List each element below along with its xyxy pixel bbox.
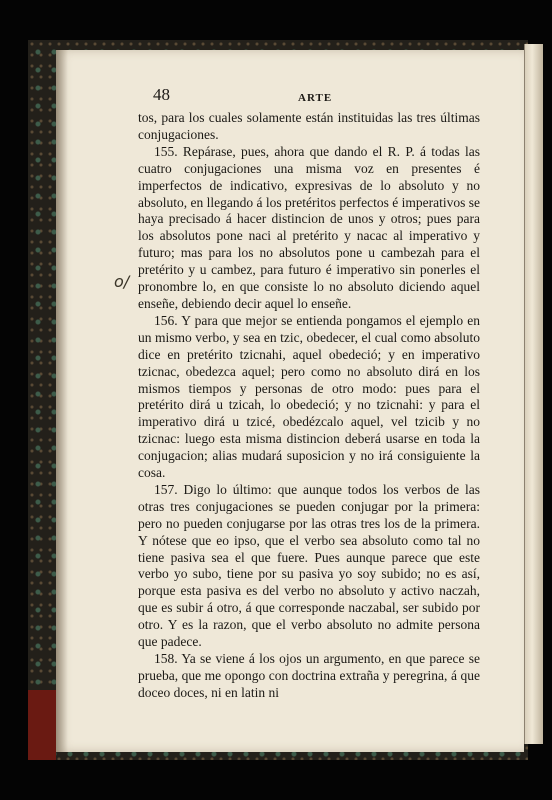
paragraph-text: Y para que mejor se entienda pongamos el ejemplo en un mismo verbo, y sea en tzic, obedecer, el cual como absoluto dice en pretérito tzicnahi, aquel obedeció; y en imperativo tzicnac, obedezca aquel; pero como no absoluto dirá en los mismos tiempos y personas de otro modo: pues para el pretérito dirá u tzicah, lo obedeció; y no tzicnahi: y para el imperativo dirá u tzicé, obedézcalo aquel, vel tzicib y no tzicnac: luego esta misma distincion deberá usarse en toda la conjugacion; alias mudará suposicion y no irá consiguiente la cosa.	[138, 312, 481, 481]
paragraph	[138, 482, 480, 651]
margin-annotation: o/	[114, 272, 130, 291]
paragraph-number: 156.	[154, 312, 178, 328]
paragraph-text: Digo lo último: que aunque todos los verbos de las otras tres conjugaciones se pueden conjugar por la primera: pero no pueden conjugarse por las otras tres los de la primera. Y nótese que eo ipso, que el verbo sea absoluto como tal no tiene pasiva sea el que fuere. Pues aunque parece que este verbo yo subo, tiene por su pasiva yo soy subido; no es así, porque esta pasiva es del verbo no absoluto y activo naczah, que es subir á otro, á que corresponde naczabal, ser subido por otro. Y es la razon, que el verbo absoluto no admite persona que padece.	[138, 481, 481, 650]
paragraph	[138, 144, 480, 313]
paragraph	[138, 313, 480, 482]
paragraph-text: Ya se viene á los ojos un argumento, en que parece se prueba, que me opongo con doctrina extraña y peregrina, á que doceo doces, ni en latin ni	[138, 651, 480, 700]
paragraph-text: tos, para los cuales solamente están instituidas las tres últimas conjugaciones.	[138, 110, 480, 142]
paragraph	[138, 651, 480, 702]
paragraph-number: 155.	[154, 143, 178, 159]
paragraph-number: 157.	[154, 481, 178, 497]
page-number: 48	[153, 85, 170, 104]
book-spine	[28, 690, 56, 760]
gutter-shadow	[56, 50, 68, 752]
running-head: ARTE	[298, 92, 333, 104]
paragraph	[138, 110, 480, 144]
page-edges	[524, 44, 543, 744]
paragraph-text: Repárase, pues, ahora que dando el R. P. á todas las cuatro conjugaciones una misma voz en presentes é imperfectos de indicativo, expresivas de lo absoluto y no absoluto, en llegando á los pretéritos perfectos é imperativos se haya precisado á hacer distincion de unos y otros; pues para los absolutos pone naci al pretérito y nacac al imperativo y futuro; mas para los no absolutos pone u cambezah para el pretérito y u cambez, para futuro é imperativo sin ponerles el pronombre lo, en que consiste lo no absoluto diciendo aquel enseñe, debiendo decir aquel lo enseñe.	[138, 143, 481, 311]
paragraph-number: 158.	[154, 651, 178, 666]
text-block	[138, 110, 480, 702]
